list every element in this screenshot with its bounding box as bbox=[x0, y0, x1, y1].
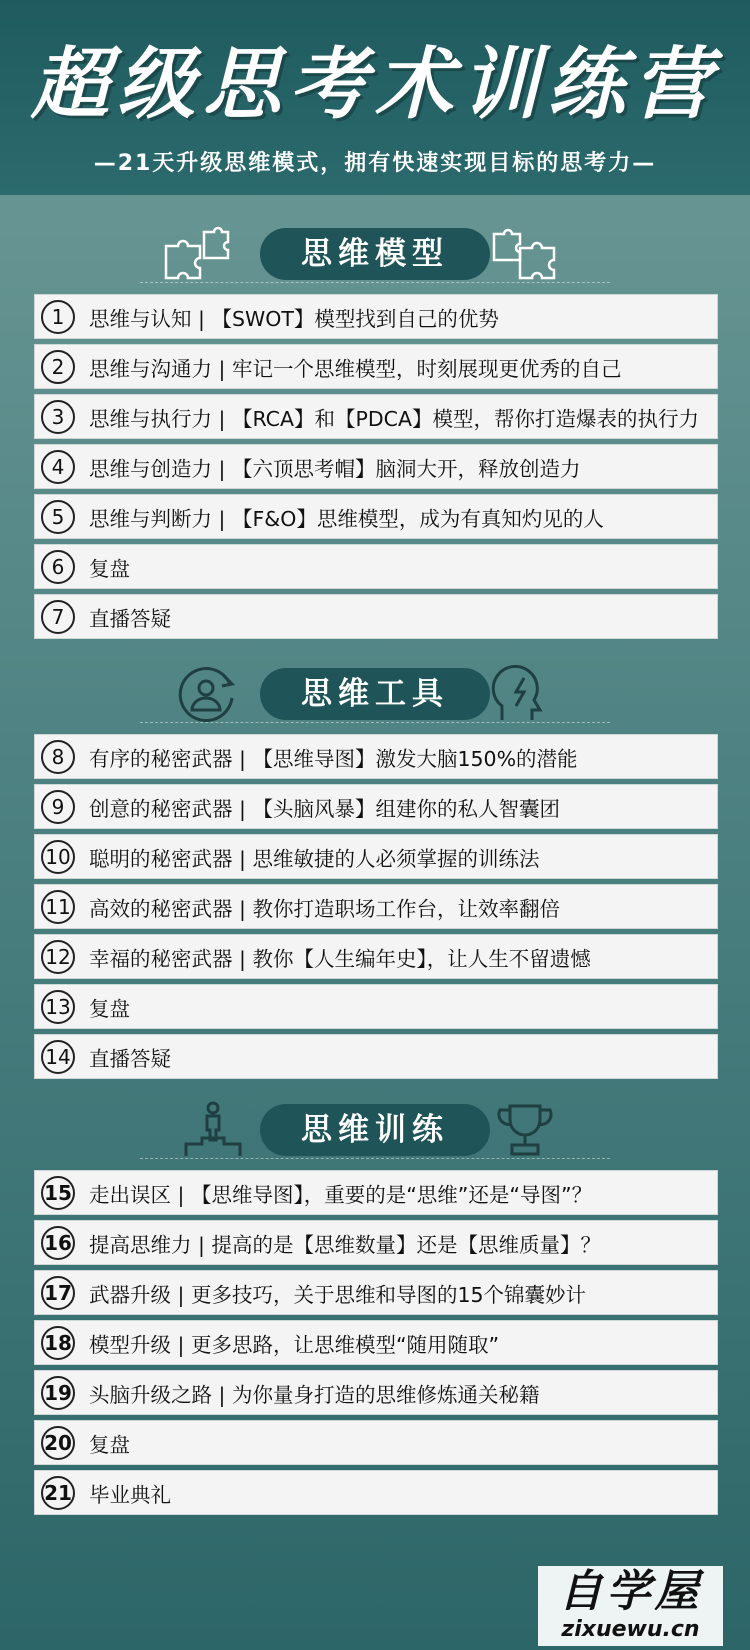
item-number: 21 bbox=[41, 1476, 75, 1510]
item-text: 幸福的秘密武器 | 教你【人生编年史】，让人生不留遗憾 bbox=[89, 946, 591, 971]
item-number: 9 bbox=[41, 790, 75, 824]
list-item bbox=[34, 884, 718, 929]
item-number: 2 bbox=[41, 350, 75, 384]
page-subtitle: —21天升级思维模式，拥有快速实现目标的思考力— bbox=[93, 151, 657, 176]
user-refresh-icon bbox=[172, 664, 242, 722]
list-item bbox=[34, 1270, 718, 1315]
item-number: 20 bbox=[41, 1426, 75, 1460]
item-number: 7 bbox=[41, 600, 75, 634]
list-item bbox=[34, 594, 718, 639]
item-number: 16 bbox=[41, 1226, 75, 1260]
item-number: 4 bbox=[41, 450, 75, 484]
list-training bbox=[34, 1170, 718, 1520]
item-number: 6 bbox=[41, 550, 75, 584]
list-item bbox=[34, 934, 718, 979]
list-item bbox=[34, 1470, 718, 1515]
watermark bbox=[538, 1566, 723, 1646]
item-text: 复盘 bbox=[89, 996, 130, 1021]
list-item bbox=[34, 1420, 718, 1465]
item-text: 头脑升级之路 | 为你量身打造的思维修炼通关秘籍 bbox=[89, 1382, 540, 1407]
list-item bbox=[34, 1220, 718, 1265]
item-number: 5 bbox=[41, 500, 75, 534]
item-text: 直播答疑 bbox=[89, 606, 171, 631]
item-text: 复盘 bbox=[89, 1432, 130, 1457]
list-item bbox=[34, 394, 718, 439]
item-number: 3 bbox=[41, 400, 75, 434]
list-item bbox=[34, 344, 718, 389]
list-item bbox=[34, 1170, 718, 1215]
item-text: 聪明的秘密武器 | 思维敏捷的人必须掌握的训练法 bbox=[89, 846, 540, 871]
item-text: 高效的秘密武器 | 教你打造职场工作台，让效率翻倍 bbox=[89, 896, 560, 921]
item-number: 19 bbox=[41, 1376, 75, 1410]
item-text: 创意的秘密武器 | 【头脑风暴】组建你的私人智囊团 bbox=[89, 796, 560, 821]
list-item bbox=[34, 734, 718, 779]
list-item bbox=[34, 984, 718, 1029]
item-text: 直播答疑 bbox=[89, 1046, 171, 1071]
item-number: 17 bbox=[41, 1276, 75, 1310]
item-number: 14 bbox=[41, 1040, 75, 1074]
puzzle-icon bbox=[490, 224, 560, 282]
item-text: 毕业典礼 bbox=[89, 1482, 171, 1507]
item-number: 11 bbox=[41, 890, 75, 924]
section-divider bbox=[140, 1158, 610, 1159]
puzzle-icon bbox=[160, 224, 230, 282]
watermark-logo: 自学屋 bbox=[558, 1566, 703, 1617]
section-title-models: 思维模型 bbox=[260, 228, 490, 280]
item-text: 思维与沟通力 | 牢记一个思维模型，时刻展现更优秀的自己 bbox=[89, 356, 622, 381]
item-text: 武器升级 | 更多技巧，关于思维和导图的15个锦囊妙计 bbox=[89, 1282, 587, 1307]
head-lightning-icon bbox=[484, 664, 554, 722]
list-item bbox=[34, 1034, 718, 1079]
item-text: 有序的秘密武器 | 【思维导图】激发大脑150%的潜能 bbox=[89, 746, 578, 771]
item-number: 1 bbox=[41, 300, 75, 334]
list-item bbox=[34, 1320, 718, 1365]
item-number: 13 bbox=[41, 990, 75, 1024]
item-text: 提高思维力 | 提高的是【思维数量】还是【思维质量】？ bbox=[89, 1232, 601, 1257]
podium-person-icon bbox=[178, 1100, 248, 1158]
item-number: 12 bbox=[41, 940, 75, 974]
item-number: 8 bbox=[41, 740, 75, 774]
section-header-training bbox=[0, 1098, 750, 1158]
watermark-url: zixuewu.cn bbox=[561, 1617, 700, 1642]
item-number: 15 bbox=[41, 1176, 75, 1210]
section-divider bbox=[140, 282, 610, 283]
section-header-tools bbox=[0, 662, 750, 722]
list-item bbox=[34, 444, 718, 489]
item-text: 思维与判断力 | 【F&O】思维模型，成为有真知灼见的人 bbox=[89, 506, 604, 531]
list-models bbox=[34, 294, 718, 644]
item-number: 10 bbox=[41, 840, 75, 874]
list-tools bbox=[34, 734, 718, 1084]
header-banner bbox=[0, 0, 750, 195]
list-item bbox=[34, 494, 718, 539]
section-title-tools: 思维工具 bbox=[260, 668, 490, 720]
trophy-icon bbox=[490, 1100, 560, 1158]
list-item bbox=[34, 834, 718, 879]
list-item bbox=[34, 784, 718, 829]
list-item bbox=[34, 544, 718, 589]
section-divider bbox=[140, 722, 610, 723]
list-item bbox=[34, 294, 718, 339]
item-text: 思维与创造力 | 【六顶思考帽】脑洞大开，释放创造力 bbox=[89, 456, 581, 481]
item-text: 模型升级 | 更多思路，让思维模型“随用随取” bbox=[89, 1332, 500, 1357]
section-header-models bbox=[0, 222, 750, 282]
item-text: 走出误区 | 【思维导图】，重要的是“思维”还是“导图”？ bbox=[89, 1182, 593, 1207]
item-text: 思维与认知 | 【SWOT】模型找到自己的优势 bbox=[89, 306, 499, 331]
page-title: 超级思考术训练营 bbox=[30, 39, 719, 130]
item-number: 18 bbox=[41, 1326, 75, 1360]
item-text: 思维与执行力 | 【RCA】和【PDCA】模型，帮你打造爆表的执行力 bbox=[89, 406, 699, 431]
item-text: 复盘 bbox=[89, 556, 130, 581]
list-item bbox=[34, 1370, 718, 1415]
section-title-training: 思维训练 bbox=[260, 1104, 490, 1156]
